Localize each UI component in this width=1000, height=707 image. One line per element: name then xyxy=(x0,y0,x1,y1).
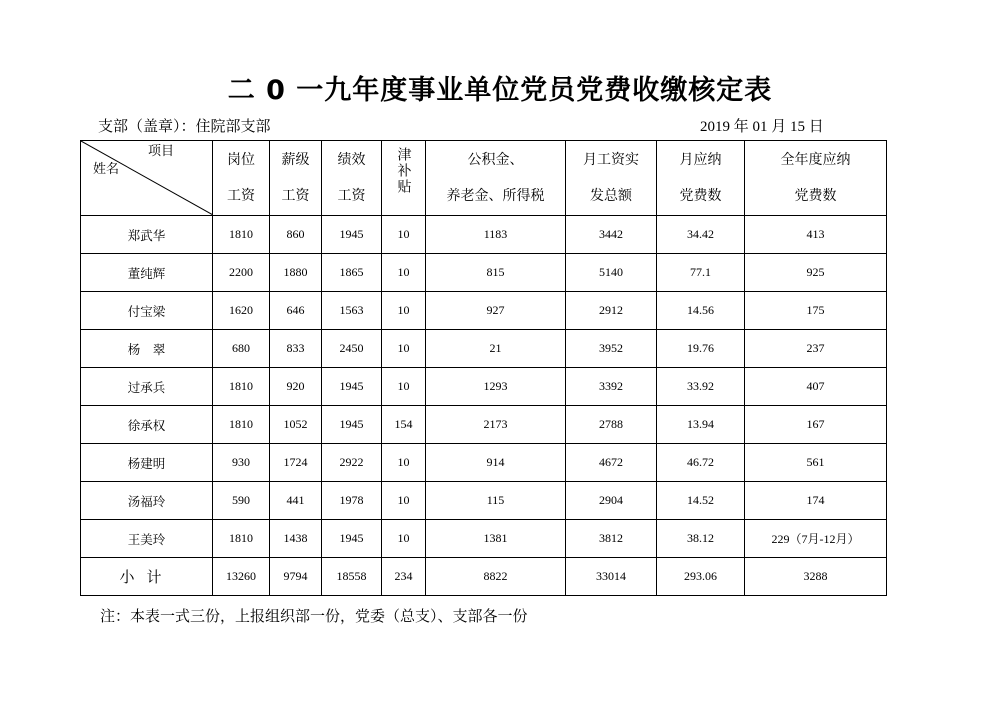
member-name: 郑武华 xyxy=(81,216,213,254)
subtotal-grade-salary: 9794 xyxy=(270,558,322,596)
annual-dues-cell: 561 xyxy=(745,444,887,482)
post-salary-cell: 1810 xyxy=(213,520,270,558)
footnote: 注：本表一式三份，上报组织部一份，党委（总支）、支部各一份 xyxy=(100,607,528,625)
header-post-salary-line1: 岗位 xyxy=(227,152,255,168)
header-post-salary xyxy=(213,141,270,216)
deductions-cell: 1183 xyxy=(426,216,566,254)
post-salary-cell: 930 xyxy=(213,444,270,482)
subtotal-annual-dues: 3288 xyxy=(745,558,887,596)
annual-dues-cell: 175 xyxy=(745,292,887,330)
subtotal-allowance: 234 xyxy=(382,558,426,596)
member-name: 杨建明 xyxy=(81,444,213,482)
header-allowance xyxy=(382,141,426,216)
performance-salary-cell: 1945 xyxy=(322,368,382,406)
member-name: 付宝梁 xyxy=(81,292,213,330)
date-year-unit: 年 xyxy=(733,117,749,135)
annual-dues-cell: 925 xyxy=(745,254,887,292)
deductions-cell: 21 xyxy=(426,330,566,368)
monthly-dues-cell: 38.12 xyxy=(657,520,745,558)
annual-dues-cell: 167 xyxy=(745,406,887,444)
post-salary-cell: 2200 xyxy=(213,254,270,292)
grade-salary-cell: 833 xyxy=(270,330,322,368)
header-deductions-line2: 养老金、所得税 xyxy=(446,188,545,204)
post-salary-cell: 1810 xyxy=(213,216,270,254)
monthly-dues-cell: 33.92 xyxy=(657,368,745,406)
deductions-cell: 927 xyxy=(426,292,566,330)
monthly-dues-cell: 14.52 xyxy=(657,482,745,520)
table-row xyxy=(81,254,887,292)
performance-salary-cell: 1945 xyxy=(322,216,382,254)
header-diagonal-cell xyxy=(81,141,213,216)
grade-salary-cell: 1880 xyxy=(270,254,322,292)
allowance-cell: 10 xyxy=(382,520,426,558)
performance-salary-cell: 1563 xyxy=(322,292,382,330)
header-deductions-line1: 公积金、 xyxy=(467,152,524,168)
allowance-cell: 10 xyxy=(382,292,426,330)
net-salary-cell: 5140 xyxy=(566,254,657,292)
header-post-salary-line2: 工资 xyxy=(227,188,255,204)
member-name: 王美玲 xyxy=(81,520,213,558)
annual-dues-cell: 174 xyxy=(745,482,887,520)
header-net-salary-line2: 发总额 xyxy=(590,188,632,204)
net-salary-cell: 3952 xyxy=(566,330,657,368)
subtotal-performance-salary: 18558 xyxy=(322,558,382,596)
annual-dues-cell: 407 xyxy=(745,368,887,406)
net-salary-cell: 3812 xyxy=(566,520,657,558)
grade-salary-cell: 1052 xyxy=(270,406,322,444)
table-row xyxy=(81,330,887,368)
header-annual-dues xyxy=(745,141,887,216)
monthly-dues-cell: 77.1 xyxy=(657,254,745,292)
allowance-cell: 10 xyxy=(382,482,426,520)
performance-salary-cell: 1865 xyxy=(322,254,382,292)
header-monthly-dues xyxy=(657,141,745,216)
deductions-cell: 1381 xyxy=(426,520,566,558)
grade-salary-cell: 920 xyxy=(270,368,322,406)
annual-dues-cell: 229（7月-12月） xyxy=(745,520,887,558)
header-performance-salary xyxy=(322,141,382,216)
subtotal-post-salary: 13260 xyxy=(213,558,270,596)
subtotal-net-salary: 33014 xyxy=(566,558,657,596)
header-monthly-dues-line1: 月应纳 xyxy=(679,152,722,168)
dues-table xyxy=(80,140,887,596)
header-item-label: 项目 xyxy=(147,144,174,159)
member-name: 徐承权 xyxy=(81,406,213,444)
net-salary-cell: 3442 xyxy=(566,216,657,254)
deductions-cell: 1293 xyxy=(426,368,566,406)
member-name: 汤福玲 xyxy=(81,482,213,520)
grade-salary-cell: 1724 xyxy=(270,444,322,482)
header-deductions xyxy=(426,141,566,216)
table-row xyxy=(81,216,887,254)
date-day-unit: 日 xyxy=(808,117,824,135)
deductions-cell: 815 xyxy=(426,254,566,292)
post-salary-cell: 680 xyxy=(213,330,270,368)
post-salary-cell: 1620 xyxy=(213,292,270,330)
date-day: 15 xyxy=(790,119,806,135)
performance-salary-cell: 1945 xyxy=(322,520,382,558)
performance-salary-cell: 1978 xyxy=(322,482,382,520)
table-header-row xyxy=(81,141,887,216)
monthly-dues-cell: 19.76 xyxy=(657,330,745,368)
monthly-dues-cell: 34.42 xyxy=(657,216,745,254)
performance-salary-cell: 2450 xyxy=(322,330,382,368)
grade-salary-cell: 860 xyxy=(270,216,322,254)
page-title: 二 0 一九年度事业单位党员党费收缴核定表 xyxy=(227,75,773,106)
allowance-cell: 154 xyxy=(382,406,426,444)
grade-salary-cell: 1438 xyxy=(270,520,322,558)
date-month: 01 xyxy=(752,119,768,135)
post-salary-cell: 1810 xyxy=(213,406,270,444)
header-annual-dues-line2: 党费数 xyxy=(794,188,837,204)
monthly-dues-cell: 46.72 xyxy=(657,444,745,482)
net-salary-cell: 2904 xyxy=(566,482,657,520)
table-row xyxy=(81,292,887,330)
post-salary-cell: 590 xyxy=(213,482,270,520)
header-allowance-label: 津补贴 xyxy=(395,146,412,195)
allowance-cell: 10 xyxy=(382,444,426,482)
post-salary-cell: 1810 xyxy=(213,368,270,406)
branch-label: 支部（盖章）：住院部支部 xyxy=(98,117,271,135)
date-month-unit: 月 xyxy=(771,117,787,135)
subtotal-deductions: 8822 xyxy=(426,558,566,596)
deductions-cell: 2173 xyxy=(426,406,566,444)
annual-dues-cell: 413 xyxy=(745,216,887,254)
subtotal-label: 小计 xyxy=(81,558,213,596)
table-row xyxy=(81,368,887,406)
member-name: 过承兵 xyxy=(81,368,213,406)
header-monthly-dues-line2: 党费数 xyxy=(679,188,722,204)
performance-salary-cell: 2922 xyxy=(322,444,382,482)
member-name: 杨 翠 xyxy=(81,330,213,368)
member-name: 董纯辉 xyxy=(81,254,213,292)
header-net-salary-line1: 月工资实 xyxy=(583,152,639,168)
performance-salary-cell: 1945 xyxy=(322,406,382,444)
grade-salary-cell: 646 xyxy=(270,292,322,330)
grade-salary-cell: 441 xyxy=(270,482,322,520)
date-year: 2019 xyxy=(700,119,730,135)
header-net-salary xyxy=(566,141,657,216)
annual-dues-cell: 237 xyxy=(745,330,887,368)
table-row xyxy=(81,406,887,444)
date-label xyxy=(700,115,824,136)
table-row xyxy=(81,520,887,558)
subtotal-monthly-dues: 293.06 xyxy=(657,558,745,596)
net-salary-cell: 2788 xyxy=(566,406,657,444)
monthly-dues-cell: 13.94 xyxy=(657,406,745,444)
header-annual-dues-line1: 全年度应纳 xyxy=(780,152,851,168)
allowance-cell: 10 xyxy=(382,330,426,368)
header-grade-salary xyxy=(270,141,322,216)
header-grade-salary-line1: 薪级 xyxy=(281,152,310,168)
deductions-cell: 115 xyxy=(426,482,566,520)
table-row xyxy=(81,482,887,520)
net-salary-cell: 4672 xyxy=(566,444,657,482)
header-name-label: 姓名 xyxy=(93,162,120,177)
header-performance-salary-line1: 绩效 xyxy=(337,152,366,168)
table-row xyxy=(81,444,887,482)
allowance-cell: 10 xyxy=(382,368,426,406)
net-salary-cell: 2912 xyxy=(566,292,657,330)
allowance-cell: 10 xyxy=(382,254,426,292)
allowance-cell: 10 xyxy=(382,216,426,254)
header-grade-salary-line2: 工资 xyxy=(281,188,310,204)
deductions-cell: 914 xyxy=(426,444,566,482)
monthly-dues-cell: 14.56 xyxy=(657,292,745,330)
header-performance-salary-line2: 工资 xyxy=(337,188,366,204)
subtotal-row xyxy=(81,558,887,596)
net-salary-cell: 3392 xyxy=(566,368,657,406)
